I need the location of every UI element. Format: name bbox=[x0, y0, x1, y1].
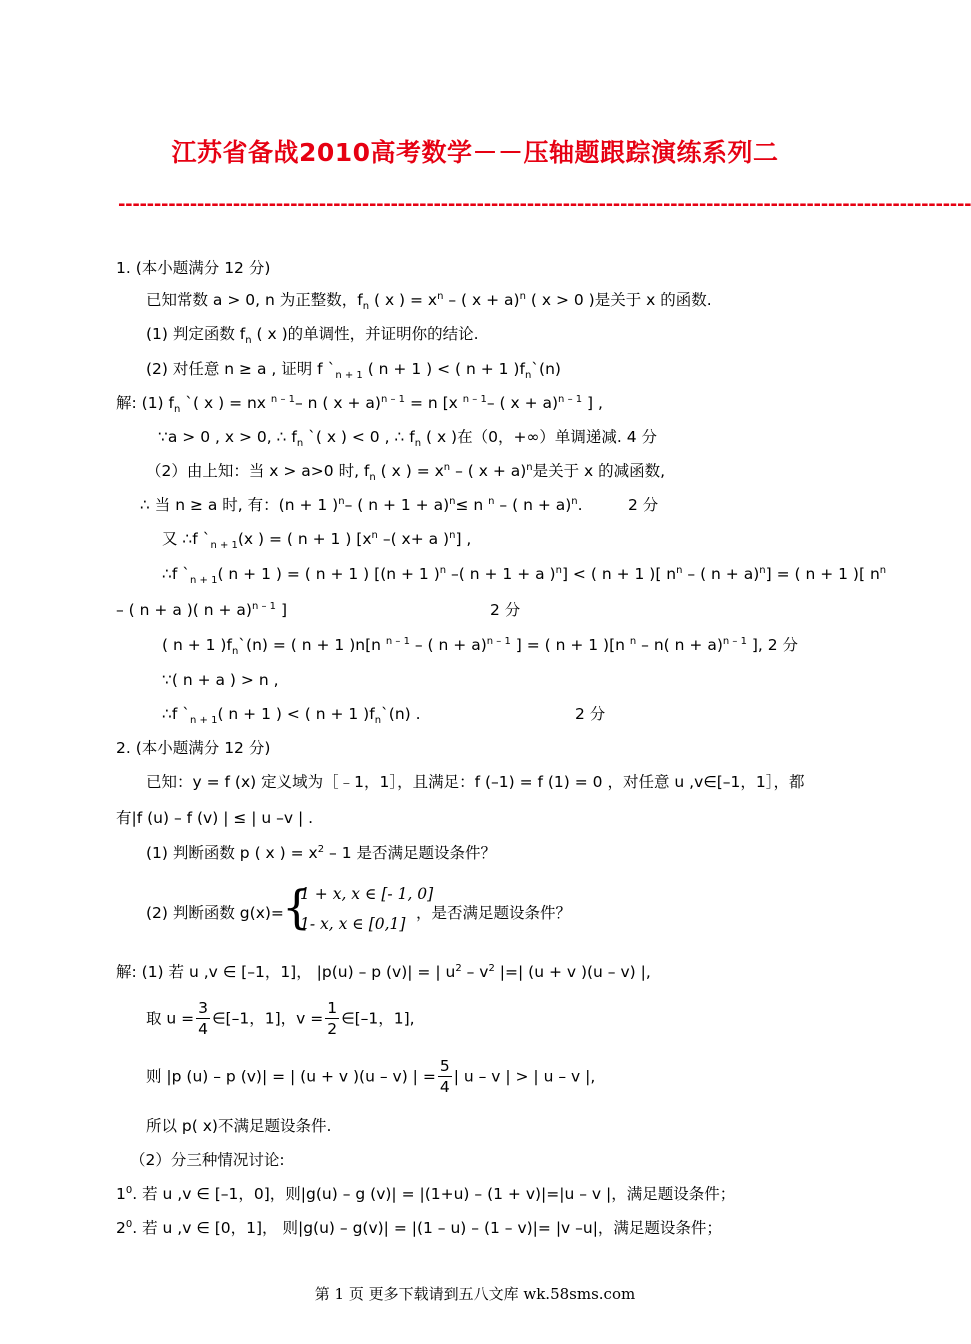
piecewise-case-2: 1- x, x ∈ [0,1] bbox=[300, 915, 406, 933]
solution-1-line-2: ∵a > 0 , x > 0, ∴ $f_n$ `( x ) < 0 , ∴ $f_n$ ( x )在（0，+∞）单调递减. 4 分 bbox=[158, 428, 657, 450]
problem-2-question-2-end: ，是否满足题设条件？ bbox=[416, 904, 572, 922]
page-footer: 第 1 页 更多下载请到五八文库 wk.58sms.com bbox=[314, 1285, 636, 1303]
solution-1-line-4: ∴ 当 n ≥ a 时, 有：(n + 1 )$^n$– ( n + 1 + a)$^n$≤ n $^n$ – ( n + a)$^n$. bbox=[140, 495, 583, 514]
solution-1-line-10: ∴f $`_{n + 1}$( n + 1 ) < ( n + 1 )$f_n`(n)$ . bbox=[162, 705, 421, 727]
problem-2-question-1: (1) 判断函数 p ( x ) = $x^2 - 1$ 是否满足题设条件？ bbox=[146, 843, 496, 862]
problem-1-heading: 1. (本小题满分 12 分) bbox=[116, 259, 271, 277]
solution-1-line-9: ∵( n + a ) > n , bbox=[162, 671, 279, 689]
problem-2-question-2: (2) 判断函数 g(x)= bbox=[146, 904, 284, 922]
solution-2-line-4: 所以 p( x)不满足题设条件. bbox=[146, 1117, 332, 1135]
solution-1-line-8: ( n + 1 )$f_n`(n)$ = ( n + 1 )n[n $^{n - 1}$ – ( n + a)$^{n - 1}$ ] = ( n + 1 )[n $^n$ – n( n + a)$^{n - 1}$ ], 2 分 bbox=[162, 635, 799, 658]
solution-1-line-6: ∴f $`_{n + 1}$( n + 1 ) = ( n + 1 ) [(n + 1 )$^n$ –( n + 1 + a )$^n$] < ( n + 1 )[ $n^n$ – ( n + a)$^n$] = ( n + 1 )[ $n^n$ bbox=[162, 564, 887, 587]
solution-2-line-1: 解: (1) 若 u ,v ∈ [–1，1]， |p(u) – p (v)| = | $u^2 - v^2$ |=| (u + v )(u – v) |, bbox=[116, 962, 651, 981]
problem-2-given: 已知：y = f (x) 定义域为［﹣1，1］，且满足：f (–1) = f (1) = 0 ，对任意 u ,v∈[–1，1］，都 bbox=[146, 773, 805, 791]
piecewise-brace: { bbox=[282, 880, 312, 934]
title-divider: ----------------------------------------------------------------------------------------------------------------------- bbox=[118, 194, 971, 215]
fraction-1-2: $\frac{1}{2}$ bbox=[327, 999, 338, 1038]
solution-2-line-3: 则 |p (u) – p (v)| = | (u + v )(u – v) | = $\frac{5}{4}$ | u – v | > | u – v |, bbox=[146, 1057, 596, 1096]
problem-2-heading: 2. (本小题满分 12 分) bbox=[116, 739, 271, 757]
solution-2-line-2: 取 u = $\frac{3}{4}$ ∈[–1，1]，v = $\frac{1}{2}$ ∈[–1，1], bbox=[146, 999, 415, 1038]
page-title: 江苏省备战2010高考数学－－压轴题跟踪演练系列二 bbox=[171, 138, 779, 167]
score-label: 2 分 bbox=[490, 601, 521, 619]
solution-1-line-1: 解: (1) $f_n$ `( x ) = nx $^{n - 1}$– n ( x + a)$^{n - 1}$ = n [x $^{n - 1}$– ( x + a)$^{n - 1}$ ] , bbox=[116, 393, 603, 416]
score-label: 2 分 bbox=[628, 496, 659, 514]
problem-2-given-cont: 有|f (u) – f (v) | ≤ | u –v | . bbox=[116, 809, 314, 827]
problem-1-question-1: (1) 判定函数 $f_n$ ( x )的单调性，并证明你的结论. bbox=[146, 325, 479, 347]
solution-2-line-7: $2^0$. 若 u ,v ∈ [0，1]， 则|g(u) – g(v)| = |(1 – u) – (1 – v)|= |v –u|，满足题设条件； bbox=[116, 1218, 722, 1237]
solution-1-line-5: 又 ∴f $`_{n + 1}(x$ ) = ( n + 1 ) [$x^n$ –( x+ a )$^n$] , bbox=[162, 529, 472, 552]
piecewise-case-1: 1 + x, x ∈ [- 1, 0] bbox=[300, 885, 434, 903]
solution-1-line-3: （2）由上知：当 x > a>0 时, $f_n$ ( x ) = $x^n$ – ( x + a)$^n$是关于 x 的减函数, bbox=[146, 461, 666, 484]
fraction-5-4: $\frac{5}{4}$ bbox=[439, 1057, 450, 1096]
solution-1-line-7: – ( n + a )( n + a)$^{n - 1}$ ] bbox=[116, 600, 288, 619]
solution-2-line-5: （2）分三种情况讨论: bbox=[130, 1151, 285, 1169]
score-label: 2 分 bbox=[575, 705, 606, 723]
problem-1-given: 已知常数 a > 0, n 为正整数，$f_n$ ( x ) = $x^n$ – ( x + a)$^n$ ( x > 0 )是关于 x 的函数. bbox=[146, 290, 712, 313]
solution-2-line-6: $1^0$. 若 u ,v ∈ [–1，0]，则|g(u) – g (v)| = |(1+u) – (1 + v)|=|u – v |，满足题设条件； bbox=[116, 1184, 736, 1203]
problem-1-question-2: (2) 对任意 n ≥ a , 证明 f $`_{n + 1}$ ( n + 1 ) < ( n + 1 )$f_n`(n)$ bbox=[146, 360, 561, 382]
fraction-3-4: $\frac{3}{4}$ bbox=[198, 999, 209, 1038]
